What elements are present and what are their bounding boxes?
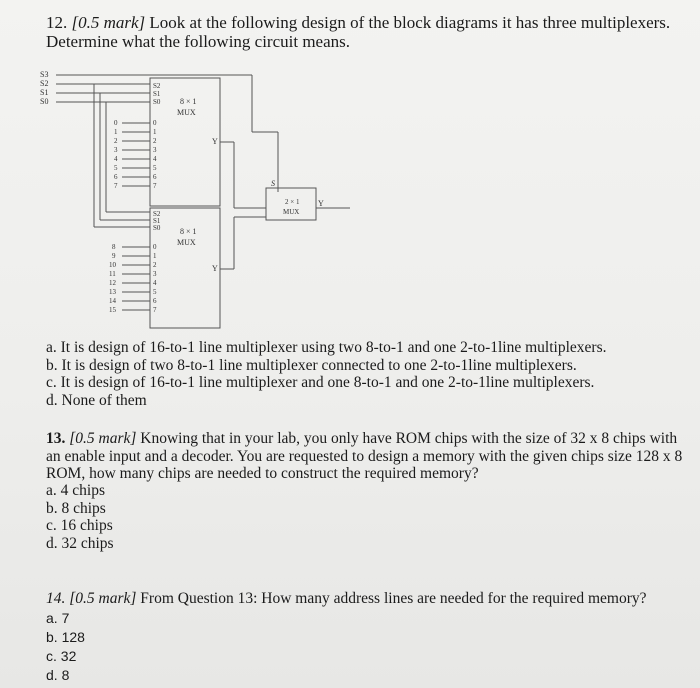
mux-bottom-label-line1: 8 × 1 bbox=[180, 227, 197, 236]
mux-pin-0: 0 bbox=[153, 119, 157, 127]
input-label-1: 1 bbox=[114, 128, 118, 136]
question-14-options bbox=[46, 609, 85, 685]
input-label-3: 3 bbox=[114, 146, 118, 154]
question-14-mark: [0.5 mark] bbox=[69, 590, 137, 607]
mux-pin-7: 7 bbox=[153, 182, 157, 190]
q14-option-c[interactable]: c. 32 bbox=[46, 648, 77, 664]
mux-small-select-label: S bbox=[271, 179, 275, 188]
mux-pin-1: 1 bbox=[153, 128, 157, 136]
q14-option-a[interactable]: a. 7 bbox=[46, 610, 70, 626]
mux-pin-b0: 0 bbox=[153, 243, 157, 251]
mux-small-output-label: Y bbox=[318, 199, 324, 208]
input-label-5: 5 bbox=[114, 164, 118, 172]
question-13-header bbox=[46, 430, 686, 483]
mux-pin-b7: 7 bbox=[153, 306, 157, 314]
q13-option-b[interactable]: b. 8 chips bbox=[46, 499, 106, 517]
select-label-s0: S0 bbox=[40, 97, 49, 106]
mux-top-sel-s1: S1 bbox=[153, 90, 161, 98]
mux-bottom-label-line2: MUX bbox=[177, 238, 196, 247]
mux-small-label-line2: MUX bbox=[283, 208, 300, 216]
question-13-options bbox=[46, 482, 114, 552]
q12-option-a[interactable]: a. It is design of 16-to-1 line multiplexer using two 8-to-1 and one 2-to-1line multiplexers. bbox=[46, 339, 607, 356]
question-12-options bbox=[46, 339, 606, 409]
question-12-text: Look at the following design of the block diagrams it has three multiplexers. Determine what the following circuit means. bbox=[46, 13, 671, 51]
mux-pin-b5: 5 bbox=[153, 288, 157, 296]
mux-pin-3: 3 bbox=[153, 146, 157, 154]
mux-small-label-line1: 2 × 1 bbox=[285, 198, 300, 206]
mux-top-label-line1: 8 × 1 bbox=[180, 97, 197, 106]
q12-option-c[interactable]: c. It is design of 16-to-1 line multiplexer and one 8-to-1 and one 2-to-1line multiplexers. bbox=[46, 374, 595, 391]
select-label-s2: S2 bbox=[40, 79, 49, 88]
input-label-14: 14 bbox=[109, 297, 116, 305]
mux-top-label-line2: MUX bbox=[177, 108, 196, 117]
select-label-s1: S1 bbox=[40, 88, 49, 97]
input-label-10: 10 bbox=[109, 261, 116, 269]
mux-bottom-sel-s0: S0 bbox=[153, 224, 161, 232]
input-label-12: 12 bbox=[109, 279, 116, 287]
q12-option-b[interactable]: b. It is design of two 8-to-1 line multiplexer connected to one 2-to-1line multiplexers. bbox=[46, 356, 577, 374]
input-label-0: 0 bbox=[114, 119, 118, 127]
mux-pin-b3: 3 bbox=[153, 270, 157, 278]
q13-option-a[interactable]: a. 4 chips bbox=[46, 482, 105, 499]
input-label-7: 7 bbox=[114, 182, 118, 190]
mux-bottom-sel-s2: S2 bbox=[153, 210, 161, 218]
mux-pin-b1: 1 bbox=[153, 252, 157, 260]
mux-pin-5: 5 bbox=[153, 164, 157, 172]
input-label-2: 2 bbox=[114, 137, 118, 145]
mux-pin-4: 4 bbox=[153, 155, 157, 163]
q14-option-d[interactable]: d. 8 bbox=[46, 667, 70, 683]
mux-pin-b2: 2 bbox=[153, 261, 157, 269]
mux-bottom-output-label: Y bbox=[212, 264, 218, 273]
question-13-text: Knowing that in your lab, you only have ROM chips with the size of 32 x 8 chips with an enable input and a decoder. You are requested to design a memory with the given chips size 128 x 8 ROM, how many chips are needed to construct the required memory? bbox=[46, 430, 683, 482]
question-12-header bbox=[46, 13, 686, 51]
mux-top-sel-s2: S2 bbox=[153, 82, 161, 90]
input-label-11: 11 bbox=[109, 270, 116, 278]
question-14-header bbox=[46, 590, 686, 608]
q13-option-d[interactable]: d. 32 chips bbox=[46, 534, 114, 552]
question-13-number: 13. bbox=[46, 430, 66, 447]
mux-pin-b6: 6 bbox=[153, 297, 157, 305]
mux-pin-6: 6 bbox=[153, 173, 157, 181]
question-13-mark: [0.5 mark] bbox=[69, 430, 137, 447]
mux-pin-b4: 4 bbox=[153, 279, 157, 287]
question-12-number: 12. bbox=[46, 13, 68, 32]
select-label-s3: S3 bbox=[40, 70, 49, 79]
question-14-number: 14. bbox=[46, 590, 66, 607]
mux-bottom-sel-s1: S1 bbox=[153, 217, 161, 225]
input-label-9: 9 bbox=[112, 252, 116, 260]
q14-option-b[interactable]: b. 128 bbox=[46, 629, 85, 645]
input-label-4: 4 bbox=[114, 155, 118, 163]
mux-pin-2: 2 bbox=[153, 137, 157, 145]
q13-option-c[interactable]: c. 16 chips bbox=[46, 517, 113, 534]
q12-option-d[interactable]: d. None of them bbox=[46, 391, 147, 409]
question-14-text: From Question 13: How many address lines are needed for the required memory? bbox=[140, 590, 647, 607]
input-label-8: 8 bbox=[112, 243, 116, 251]
input-label-6: 6 bbox=[114, 173, 118, 181]
mux-block-diagram bbox=[30, 62, 370, 334]
input-label-13: 13 bbox=[109, 288, 116, 296]
input-label-15: 15 bbox=[109, 306, 116, 314]
mux-top-output-label: Y bbox=[212, 137, 218, 146]
mux-top-sel-s0: S0 bbox=[153, 98, 161, 106]
question-12-mark: [0.5 mark] bbox=[71, 13, 146, 32]
